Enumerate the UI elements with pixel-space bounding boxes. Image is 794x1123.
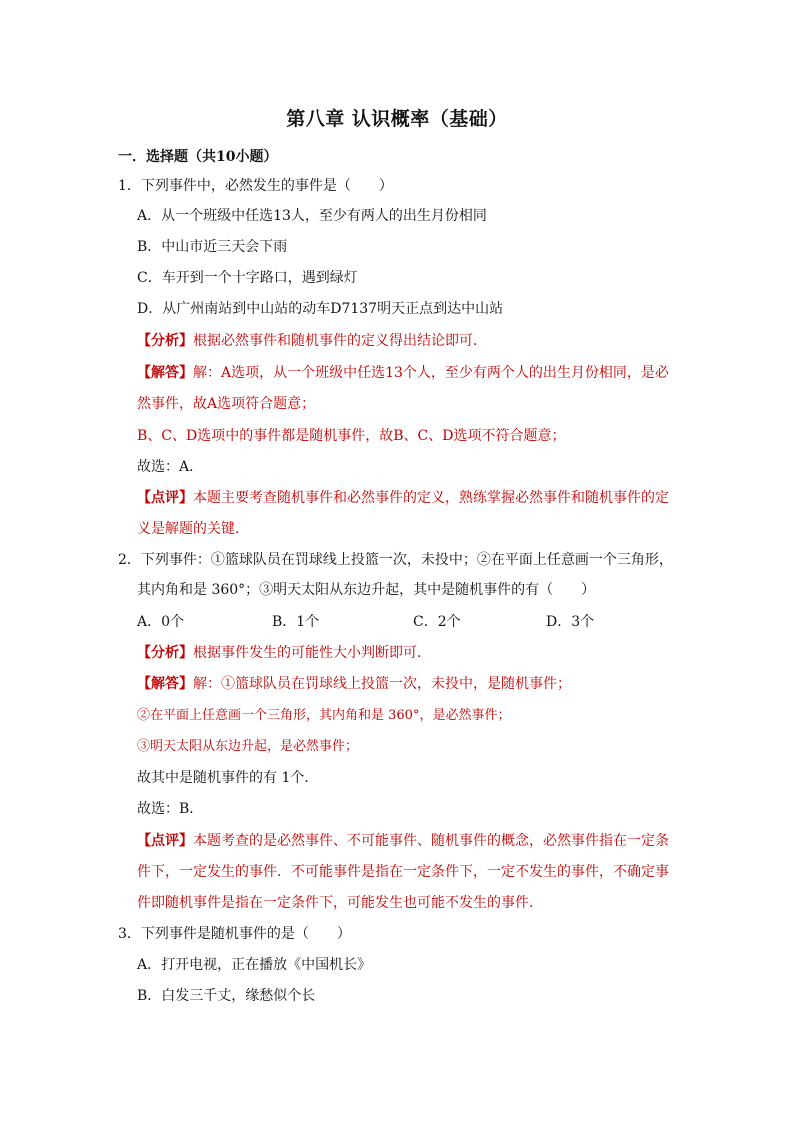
answer-text-line-1: 解：①篮球队员在罚球线上投篮一次，未投中，是随机事件； bbox=[193, 676, 571, 692]
answer-tag: 【解答】 bbox=[137, 676, 193, 692]
comment-tag: 【点评】 bbox=[137, 490, 193, 506]
answer-text-line-1: 解：A选项，从一个班级中任选13个人，至少有两个人的出生月份相同，是必 bbox=[193, 365, 669, 381]
answer-text-line-3: ③明天太阳从东边升起，是必然事件； bbox=[137, 739, 359, 754]
question-3-option-b: B．白发三千丈，缘愁似个长 bbox=[137, 988, 316, 1004]
analysis-tag: 【分析】 bbox=[137, 645, 193, 661]
question-1-choice: 故选：A． bbox=[137, 459, 204, 475]
question-1-option-d: D．从广州南站到中山站的动车D7137明天正点到达中山站 bbox=[137, 301, 504, 317]
answer-text-line-3: B、C、D选项中的事件都是随机事件，故B、C、D选项不符合题意； bbox=[137, 428, 566, 444]
answer-tag: 【解答】 bbox=[137, 365, 193, 381]
comment-text-line-3: 件即随机事件是指在一定条件下，可能发生也可能不发生的事件． bbox=[137, 895, 543, 911]
section-heading: 一．选择题（共10小题） bbox=[118, 149, 278, 165]
question-1-option-b: B．中山市近三天会下雨 bbox=[137, 239, 288, 255]
answer-text-line-2: ②在平面上任意画一个三角形，其内角和是 360°，是必然事件； bbox=[137, 708, 511, 723]
comment-text-line-1: 本题主要考查随机事件和必然事件的定义，熟练掌握必然事件和随机事件的定 bbox=[193, 490, 669, 506]
question-3-option-a: A．打开电视，正在播放《中国机长》 bbox=[137, 957, 372, 973]
question-2-option-b: B．1个 bbox=[272, 614, 320, 630]
comment-text-line-1: 本题考查的是必然事件、不可能事件、随机事件的概念，必然事件指在一定条 bbox=[193, 833, 669, 849]
answer-text-line-2: 然事件，故A选项符合题意； bbox=[137, 396, 316, 412]
answer-text-line-4: 故其中是随机事件的有 1个． bbox=[137, 770, 319, 786]
question-2-stem-line-1: 2．下列事件：①篮球队员在罚球线上投篮一次，未投中；②在平面上任意画一个三角形， bbox=[118, 552, 673, 568]
question-3-stem: 3．下列事件是随机事件的是（ ） bbox=[118, 926, 351, 942]
question-1-option-a: A．从一个班级中任选13人，至少有两人的出生月份相同 bbox=[137, 208, 487, 224]
question-2-stem-line-2: 其内角和是 360°；③明天太阳从东边升起，其中是随机事件的有（ ） bbox=[137, 582, 596, 598]
question-1-stem: 1．下列事件中，必然发生的事件是（ ） bbox=[118, 178, 393, 194]
question-2-comment bbox=[137, 832, 669, 850]
comment-text-line-2: 件下，一定发生的事件．不可能事件是指在一定条件下，一定不发生的事件，不确定事 bbox=[137, 864, 669, 880]
question-2-choice: 故选：B． bbox=[137, 801, 204, 817]
question-1-comment bbox=[137, 489, 669, 507]
question-2-answer bbox=[137, 675, 571, 693]
question-2-analysis bbox=[137, 644, 431, 662]
question-2-option-d: D．3个 bbox=[546, 614, 595, 630]
question-2-option-c: C．2个 bbox=[413, 614, 461, 630]
question-1-analysis bbox=[137, 332, 487, 350]
page-title: 第八章 认识概率（基础） bbox=[286, 108, 508, 130]
question-2-option-a: A．0个 bbox=[137, 614, 185, 630]
analysis-text: 根据事件发生的可能性大小判断即可． bbox=[193, 645, 431, 661]
question-1-option-c: C．车开到一个十字路口，遇到绿灯 bbox=[137, 270, 358, 286]
comment-text-line-2: 义是解题的关键． bbox=[137, 521, 249, 537]
analysis-tag: 【分析】 bbox=[137, 333, 193, 349]
comment-tag: 【点评】 bbox=[137, 833, 193, 849]
analysis-text: 根据必然事件和随机事件的定义得出结论即可． bbox=[193, 333, 487, 349]
question-1-answer bbox=[137, 364, 669, 382]
